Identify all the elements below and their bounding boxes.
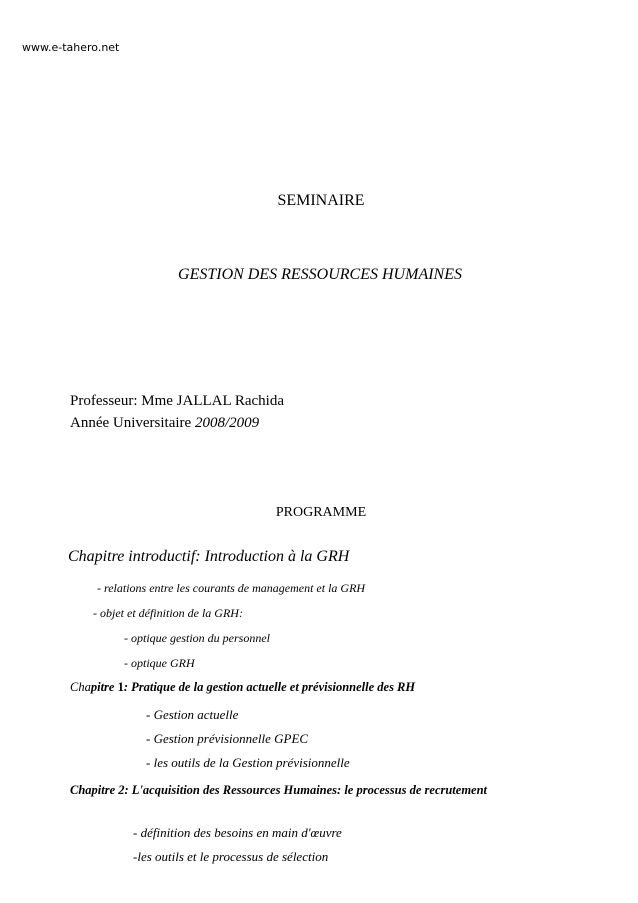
chapter-intro-item: - objet et définition de la GRH:: [93, 606, 243, 620]
chapter-1-title: [70, 680, 415, 695]
document-subtitle: GESTION DES RESSOURCES HUMAINES: [178, 266, 462, 283]
chapter-intro-subitem: - optique GRH: [124, 656, 195, 670]
chapter-1-item: - les outils de la Gestion prévisionnelle: [146, 755, 350, 770]
academic-year-value: 2008/2009: [194, 415, 260, 431]
programme-heading: PROGRAMME: [275, 505, 367, 520]
chapter-intro-subitem: - optique gestion du personnel: [124, 631, 270, 645]
document-title: SEMINAIRE: [277, 192, 365, 209]
chapter-1-number: 1: [117, 680, 124, 694]
academic-year-label: Année Universitaire: [70, 415, 195, 431]
chapter-1-item: - Gestion actuelle: [146, 707, 239, 722]
chapter-2-item: - définition des besoins en main d'œuvre: [133, 825, 342, 840]
chapter-1-prefix: Cha: [70, 680, 91, 694]
chapter-1-label: pitre: [90, 680, 118, 694]
academic-year-line: [70, 415, 259, 432]
professor-line: Professeur: Mme JALLAL Rachida: [70, 393, 284, 409]
chapter-1-item: - Gestion prévisionnelle GPEC: [146, 731, 309, 746]
chapter-intro-title: Chapitre introductif: Introduction à la GRH: [68, 548, 350, 565]
watermark-link[interactable]: www.e-tahero.net: [22, 41, 120, 54]
chapter-1-text: : Pratique de la gestion actuelle et prévisionnelle des RH: [123, 680, 416, 694]
chapter-intro-item: - relations entre les courants de management et la GRH: [97, 581, 366, 595]
chapter-2-title: Chapitre 2: L'acquisition des Ressources Humaines: le processus de recrutement: [70, 783, 488, 797]
chapter-2-item: -les outils et le processus de sélection: [133, 849, 329, 864]
